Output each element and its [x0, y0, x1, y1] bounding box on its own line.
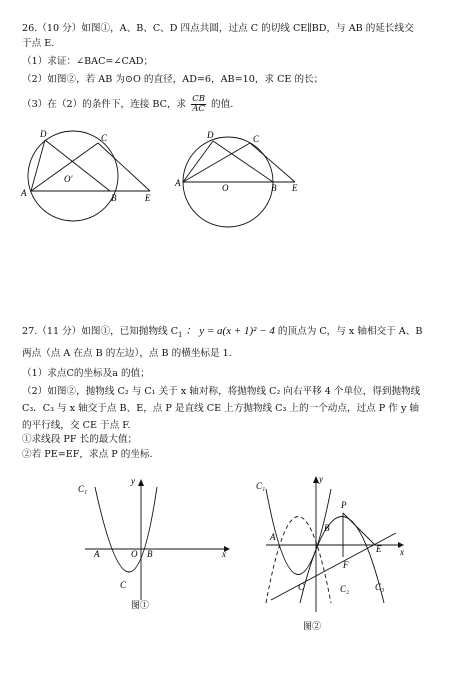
q27-sub1: ①求线段 PF 长的最大值；: [22, 434, 138, 445]
q27-fig1-label-O: O: [131, 549, 138, 559]
q26-fig2-label-O: O: [222, 183, 229, 193]
q27-line1-post: 的顶点为 C，与 x 轴相交于 A、B: [277, 326, 423, 337]
q27-part2b: C₃．C₃ 与 x 轴交于点 B、E，点 P 是直线 CE 上方抛物线 C₃ 上的一个动点，过点 P 作 y 轴: [22, 403, 420, 414]
q26-fig1-label-E: E: [145, 193, 151, 203]
q27-line1-pre: 27.（11 分）如图①，已知抛物线 C: [22, 326, 179, 337]
q27-fig1-label-C1: C₁: [78, 484, 88, 494]
q26-part3-pre: （3）在（2）的条件下，连接 BC，求: [22, 99, 187, 110]
q27-fig2-label-B: B: [324, 523, 330, 533]
q27-part2c: 的平行线，交 CE 于点 F.: [22, 420, 131, 431]
q26-fig1-label-D: D: [40, 129, 47, 139]
q27-fig1-label-A: A: [94, 549, 100, 559]
q27-fig2-line-PE: [343, 513, 375, 545]
q27-part1: （1）求点C的坐标及a 的值；: [22, 368, 150, 379]
q26-part1: （1）求证：∠BAC=∠CAD；: [22, 56, 154, 67]
q27-fig1-label-C: C: [120, 580, 127, 590]
q26-fig1-label-A: A: [21, 188, 27, 198]
q27-fig2-label-C2: C₂: [340, 584, 350, 594]
q27-line1-sub: 1: [178, 330, 183, 339]
q27-fig2-label-C1: C₁: [256, 481, 266, 491]
q26-fig2-label-B: B: [271, 183, 277, 193]
q27-fig2-label-y: y: [319, 474, 323, 484]
q27-fig2-label-C: C: [298, 582, 305, 592]
q26-fig2-label-A: A: [175, 178, 181, 188]
q27-fig2-label-F: F: [343, 560, 349, 570]
q27-sub2: ②若 PE=EF，求点 P 的坐标.: [22, 449, 153, 460]
q27-equation: ： y = a(x + 1)² − 4: [185, 325, 275, 337]
q27-fig2-caption: 图②: [303, 621, 322, 631]
q27-line2: 两点（点 A 在点 B 的左边），点 B 的横坐标是 1.: [22, 348, 232, 359]
q27-part2a: （2）如图②，抛物线 C₂ 与 C₁ 关于 x 轴对称，将抛物线 C₂ 向右平移 4 个单位，得到抛物线: [22, 386, 421, 397]
q26-line1: 26.（10 分）如图①，A、B、C、D 四点共圆，过点 C 的切线 CE∥BD，与 AB 的延长线交: [22, 23, 414, 34]
q26-fig1-label-O: O': [64, 174, 73, 184]
q26-fig2-label-C: C: [253, 134, 260, 144]
q27-fig1-caption: 图①: [131, 600, 150, 610]
q26-fig2-label-D: D: [207, 130, 214, 140]
q27-fig2-label-A: A: [270, 532, 276, 542]
q27-fig1-label-y: y: [131, 476, 135, 486]
q26-line2: 于点 E.: [22, 38, 55, 49]
q26-fig1-label-B: B: [111, 193, 117, 203]
q27-fig2-label-E: E: [376, 544, 382, 554]
q26-fig2-label-E: E: [292, 183, 298, 193]
q27-fig2-parabola-C1: [266, 489, 331, 575]
q26-fraction-denominator: AC: [192, 104, 205, 114]
q26-fraction-numerator: CB: [192, 94, 205, 104]
q27-fig1-label-x: x: [222, 549, 226, 559]
q27-fig2-label-x: x: [400, 547, 404, 557]
q27-fig2-label-P: P: [341, 500, 347, 510]
q27-fig2-label-C3: C₃: [375, 582, 385, 592]
q26-fig1-label-C: C: [101, 133, 108, 143]
q26-part2: （2）如图②，若 AB 为⊙O 的直径，AD=6，AB=10，求 CE 的长；: [22, 74, 324, 85]
q27-fig1-label-B: B: [147, 549, 153, 559]
q26-part3-post: 的值.: [211, 99, 234, 110]
